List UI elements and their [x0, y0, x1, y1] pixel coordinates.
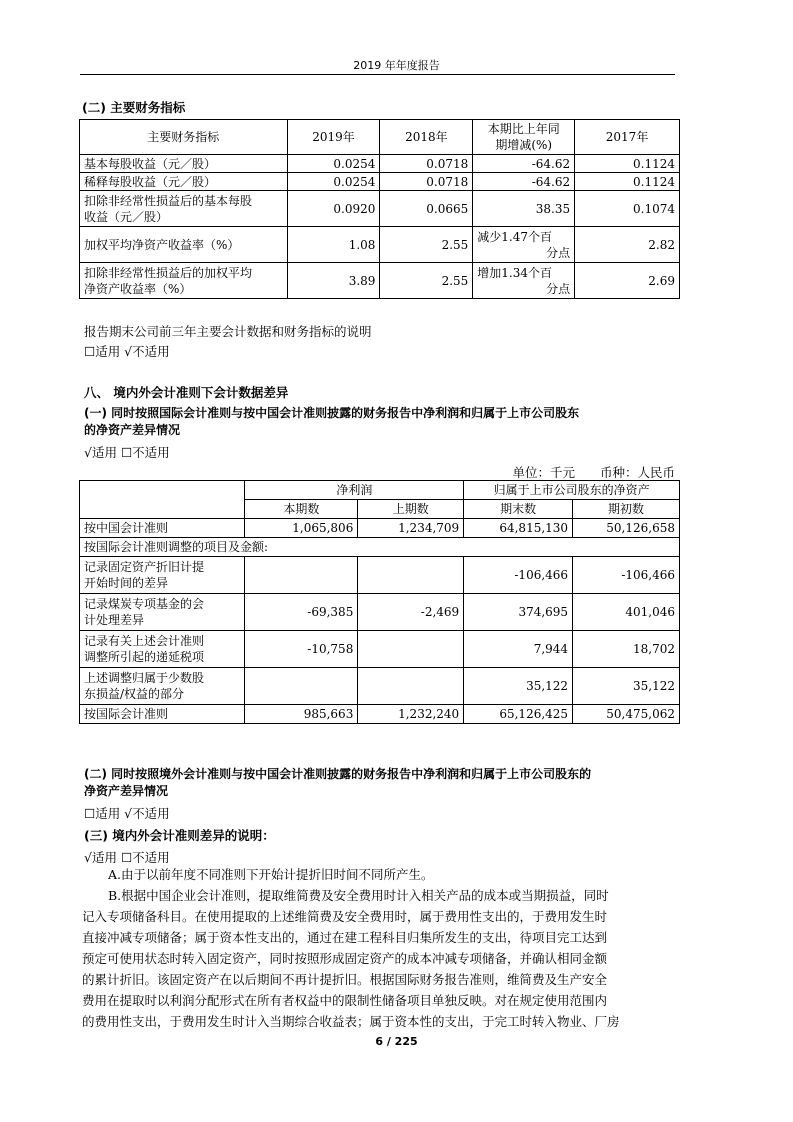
reconciliation-table [79, 480, 680, 724]
para-b-line: 直接冲减专项储备；属于资本性支出的，通过在建工程科目归集所发生的支出，待项目完工达到 [82, 930, 608, 945]
table-row: 扣除非经常性损益后的加权平均 净资产收益率（%） 3.89 2.55 增加1.34个百 分点 2.69 [80, 263, 680, 299]
para-a: A.由于以前年度不同准则下开始计提折旧时间不同所产生。 [108, 867, 434, 882]
sub2-heading: (二) 同时按照境外会计准则与按中国会计准则披露的财务报告中净利润和归属于上市公司股东的 净资产差异情况 [84, 767, 592, 798]
para-b-line: B.根据中国企业会计准则，提取维简费及安全费用时计入相关产品的成本或当期损益，同时 [108, 888, 609, 903]
explanation-paragraphs [82, 864, 677, 1032]
sub2-options: ☐适用 √不适用 [84, 806, 170, 821]
table-group-header-row [80, 481, 680, 500]
table-header-row [80, 120, 680, 155]
table-row-cn-standard: 按中国会计准则 1,065,806 1,234,709 64,815,130 50,126,658 [80, 519, 680, 538]
para-b-line: 预定可使用状态时转入固定资产，同时按照形成固定资产的成本冲减专项储备，并确认相同金额 [82, 951, 608, 966]
table-row: 基本每股收益（元／股） 0.0254 0.0718 -64.62 0.1124 [80, 155, 680, 173]
indicator-note-options: ☐适用 √不适用 [84, 344, 170, 359]
report-header-title: 2019 年年度报告 [353, 59, 440, 72]
header-2017: 2017年 [575, 120, 680, 155]
page-number: 6 / 225 [375, 1035, 418, 1048]
table-row-intl-standard: 按国际会计准则 985,663 1,232,240 65,126,425 50,475,062 [80, 705, 680, 724]
header-change: 本期比上年同 期增减(%) [473, 120, 575, 155]
section-heading-accounting-differences: 八、 境内外会计准则下会计数据差异 [84, 385, 289, 400]
sub1-options: √适用 ☐不适用 [84, 445, 170, 460]
group-net-assets: 归属于上市公司股东的净资产 [464, 481, 680, 500]
indicator-note: 报告期末公司前三年主要会计数据和财务指标的说明 [84, 324, 372, 339]
table-row: 稀释每股收益（元／股） 0.0254 0.0718 -64.62 0.1124 [80, 173, 680, 191]
table-row: 记录固定资产折旧计提 开始时间的差异 -106,466 -106,466 [80, 557, 680, 594]
para-b-line: 记入专项储备科目。在使用提取的上述维简费及安全费用时，属于费用性支出的，于费用发生时 [82, 909, 608, 924]
unit-currency: 单位：千元 币种：人民币 [512, 465, 675, 480]
col-begin: 期初数 [573, 500, 680, 519]
sub3-options: √适用 ☐不适用 [84, 850, 170, 865]
para-b-line: 的累计折旧。该固定资产在以后期间不再计提折旧。根据国际财务报告准则，维简费及生产安全 [82, 972, 608, 987]
table-row: 扣除非经常性损益后的基本每股 收益（元／股） 0.0920 0.0665 38.35 0.1074 [80, 191, 680, 227]
col-prior: 上期数 [358, 500, 464, 519]
sub3-heading: (三) 境内外会计准则差异的说明： [84, 828, 275, 843]
para-b-line: 费用在提取时以利润分配形式在所有者权益中的限制性储备项目单独反映。对在规定使用范围内 [82, 993, 608, 1008]
key-indicators-table [79, 119, 680, 299]
table-row: 加权平均净资产收益率（%） 1.08 2.55 减少1.47个百 分点 2.82 [80, 227, 680, 263]
section-heading-key-indicators: (二) 主要财务指标 [82, 100, 186, 115]
col-current: 本期数 [245, 500, 358, 519]
header-2019: 2019年 [287, 120, 380, 155]
group-net-profit: 净利润 [245, 481, 464, 500]
sub1-heading: (一) 同时按照国际会计准则与按中国会计准则披露的财务报告中净利润和归属于上市公司股东 的净资产差异情况 [84, 406, 580, 437]
header-indicator: 主要财务指标 [80, 120, 288, 155]
table-row: 上述调整归属于少数股 东损益/权益的部分 35,122 35,122 [80, 668, 680, 705]
table-row-adjust-label: 按国际会计准则调整的项目及金额: [80, 538, 680, 557]
table-row: 记录煤炭专项基金的会 计处理差异 -69,385 -2,469 374,695 401,046 [80, 594, 680, 631]
col-end: 期末数 [464, 500, 573, 519]
header-divider [80, 74, 675, 75]
table-row: 记录有关上述会计准则 调整所引起的递延税项 -10,758 7,944 18,702 [80, 631, 680, 668]
para-b-line: 的费用性支出，于费用发生时计入当期综合收益表；属于资本性的支出，于完工时转入物业、厂房 [82, 1014, 620, 1029]
header-2018: 2018年 [380, 120, 473, 155]
